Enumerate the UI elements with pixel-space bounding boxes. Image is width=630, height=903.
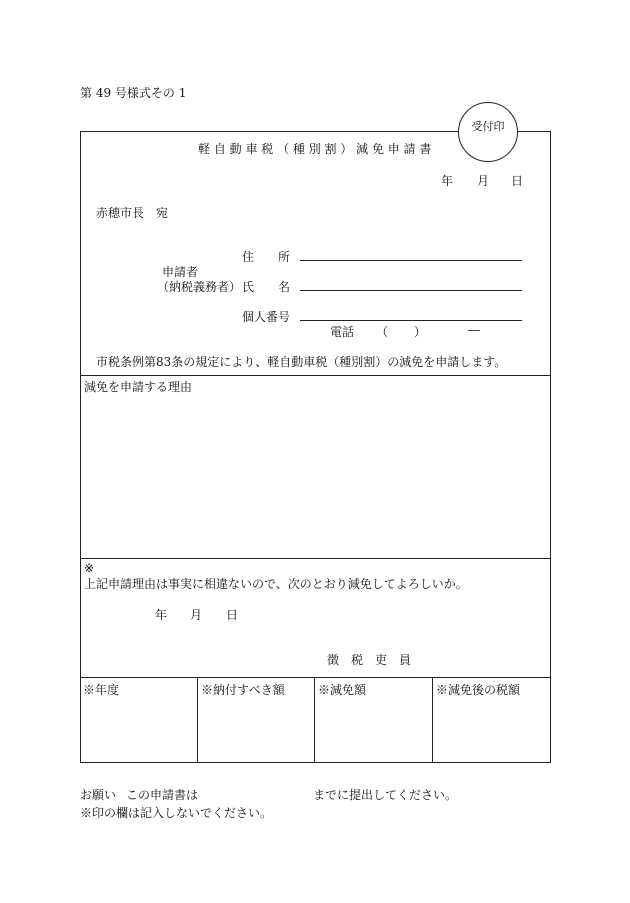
form-title: 軽 自 動 車 税 （ 種 別 割 ） 減 免 申 請 書 [198, 142, 432, 156]
official-year-label: 年 [155, 608, 168, 622]
individual-number-line[interactable] [300, 320, 522, 321]
address-label: 住 所 [242, 250, 291, 264]
receipt-stamp [458, 102, 518, 162]
footer-note: ※印の欄は記入しないでください。 [80, 806, 273, 820]
divider-official [80, 558, 551, 559]
date-day-label: 日 [511, 174, 524, 188]
form-number: 第 49 号様式その 1 [80, 86, 187, 100]
phone-dash: ― [468, 323, 480, 337]
table-col-divider-3 [432, 677, 433, 763]
cell-tax-after-exemption[interactable] [434, 697, 549, 761]
phone-paren-close: ） [414, 325, 427, 339]
cell-fiscal-year[interactable] [82, 697, 195, 761]
table-header-exemption-amount: ※減免額 [318, 683, 367, 697]
table-header-fiscal-year: ※年度 [83, 683, 120, 697]
cell-amount-due[interactable] [199, 697, 312, 761]
official-mark: ※ [84, 561, 95, 575]
applicant-label: 申請者 [162, 265, 199, 279]
tax-official-label: 徴 税 吏 員 [327, 653, 412, 667]
addressee: 赤穂市長 宛 [96, 206, 169, 220]
name-line[interactable] [300, 290, 522, 291]
footer-request-tail: までに提出してください。 [313, 788, 458, 802]
reason-header: 減免を申請する理由 [84, 380, 193, 394]
footer-request-label: お願い [80, 788, 117, 802]
cell-exemption-amount[interactable] [316, 697, 430, 761]
statement: 市税条例第83条の規定により、軽自動車税（種別割）の減免を申請します。 [96, 355, 507, 369]
date-year-label: 年 [441, 174, 454, 188]
table-col-divider-1 [197, 677, 198, 763]
date-month-label: 月 [477, 174, 490, 188]
official-month-label: 月 [190, 608, 203, 622]
name-label: 氏 名 [242, 280, 291, 294]
reason-field[interactable] [84, 392, 546, 554]
table-header-tax-after-exemption: ※減免後の税額 [436, 683, 521, 697]
address-line[interactable] [300, 260, 522, 261]
divider-table [80, 677, 551, 678]
table-col-divider-2 [314, 677, 315, 763]
taxpayer-label: （納税義務者） [157, 280, 242, 294]
official-day-label: 日 [226, 608, 239, 622]
footer-request-text: この申請書は [126, 788, 199, 802]
receipt-stamp-label: 受付印 [471, 120, 505, 133]
phone-label: 電話 [330, 325, 355, 339]
table-header-amount-due: ※納付すべき額 [201, 683, 285, 697]
phone-paren-open: （ [376, 325, 389, 339]
official-text: 上記申請理由は事実に相違ないので、次のとおり減免してよろしいか。 [84, 577, 468, 591]
divider-reason [80, 375, 551, 376]
individual-number-label: 個人番号 [242, 310, 291, 324]
